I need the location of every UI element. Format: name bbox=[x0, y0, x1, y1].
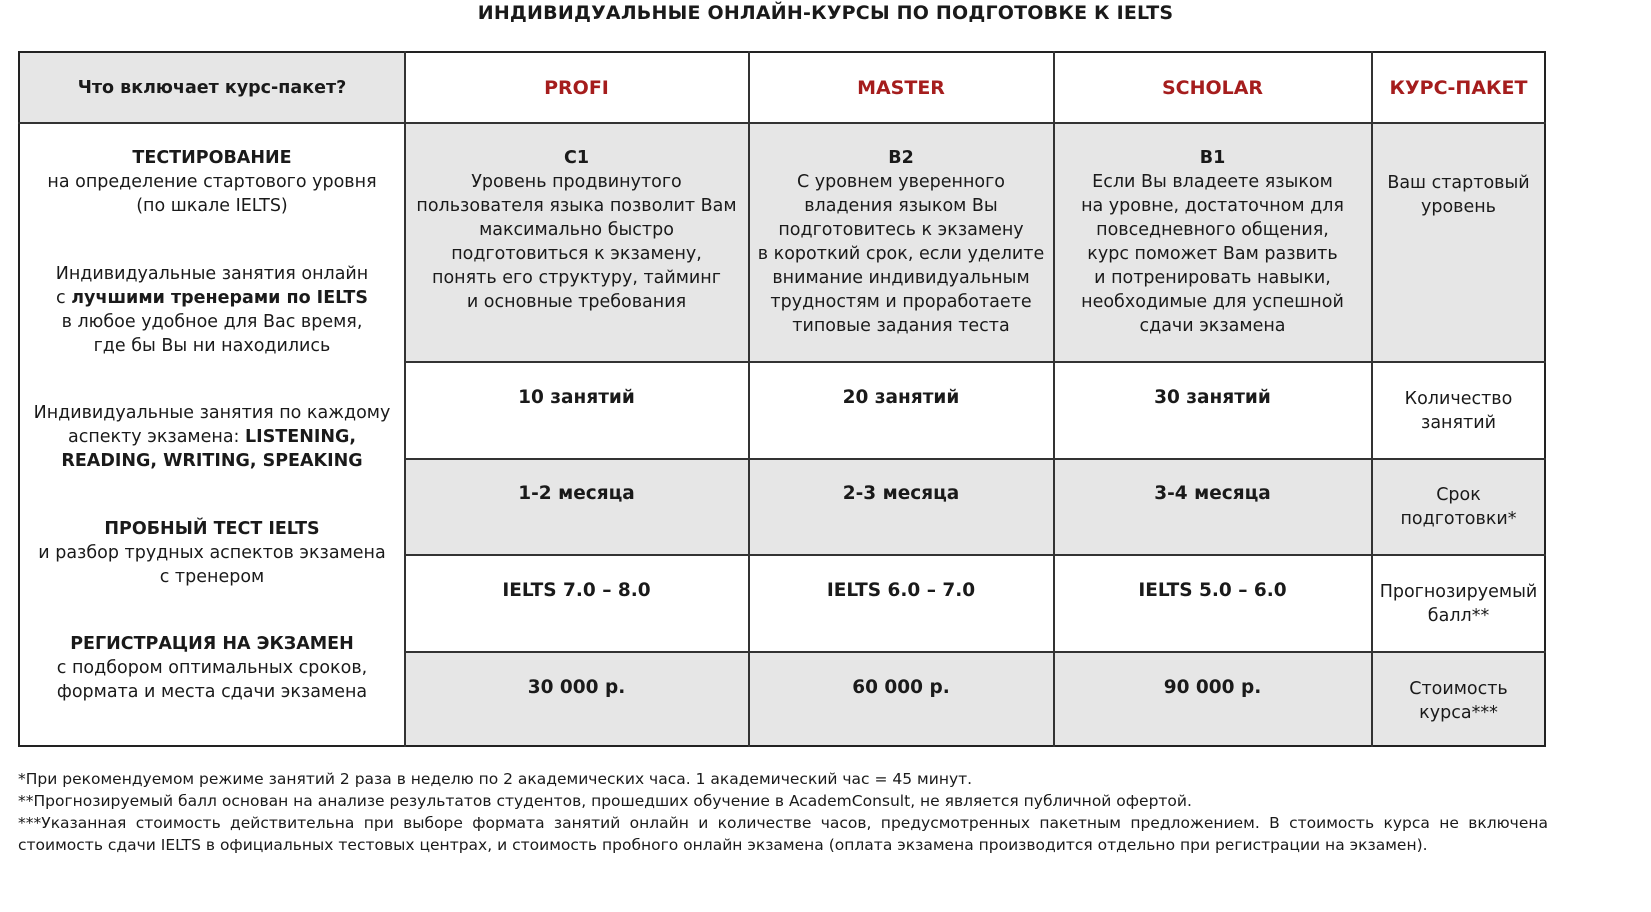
level-line: трудностям и проработаете bbox=[770, 292, 1032, 312]
individual-line: в любое удобное для Вас время, bbox=[61, 312, 363, 332]
level-code: C1 bbox=[563, 148, 590, 168]
includes-testing bbox=[19, 146, 405, 218]
header-plan-master bbox=[749, 52, 1053, 123]
level-line: курс поможет Вам развить bbox=[1087, 244, 1338, 264]
level-line: С уровнем уверенного bbox=[796, 172, 1006, 192]
footnote: **Прогнозируемый балл основан на анализе результатов студентов, прошедших обучение в AcademConsult, не является публичной офертой. bbox=[18, 792, 1192, 810]
label-line: Прогнозируемый bbox=[1379, 582, 1538, 602]
level-line: подготовиться к экзамену, bbox=[451, 244, 702, 264]
testing-title: ТЕСТИРОВАНИЕ bbox=[132, 148, 292, 168]
page-title: ИНДИВИДУАЛЬНЫЕ ОНЛАЙН-КУРСЫ ПО ПОДГОТОВКЕ К IELTS bbox=[477, 2, 1174, 24]
level-profi bbox=[405, 146, 748, 314]
individual-prefix: с bbox=[56, 288, 72, 308]
price-label bbox=[1372, 677, 1545, 725]
price-master: 60 000 р. bbox=[852, 677, 950, 698]
level-line: Уровень продвинутого bbox=[471, 172, 682, 192]
level-line: владения языком Вы bbox=[804, 196, 998, 216]
row-divider bbox=[405, 651, 1546, 653]
label-line: балл bbox=[1427, 606, 1472, 626]
level-line: типовые задания теста bbox=[792, 316, 1010, 336]
aspects-line: Индивидуальные занятия по каждому bbox=[33, 403, 391, 423]
label-line: занятий bbox=[1421, 413, 1496, 433]
footnote: *При рекомендуемом режиме занятий 2 раза в неделю по 2 академических часа. 1 академический час = 45 минут. bbox=[18, 770, 973, 788]
individual-bold: лучшими тренерами по IELTS bbox=[71, 288, 368, 308]
plan-name: SCHOLAR bbox=[1161, 76, 1264, 99]
level-label-line: уровень bbox=[1420, 197, 1496, 217]
duration-scholar: 3-4 месяца bbox=[1154, 483, 1271, 504]
individual-line: где бы Вы ни находились bbox=[93, 336, 331, 356]
individual-line: Индивидуальные занятия онлайн bbox=[55, 264, 369, 284]
score-scholar: IELTS 5.0 – 6.0 bbox=[1138, 580, 1287, 601]
footnotes bbox=[18, 768, 1548, 856]
plan-name: PROFI bbox=[544, 76, 609, 99]
registration-line: с подбором оптимальных сроков, bbox=[56, 658, 368, 678]
level-master bbox=[749, 146, 1053, 338]
score-profi: IELTS 7.0 – 8.0 bbox=[502, 580, 651, 601]
price-scholar: 90 000 р. bbox=[1163, 677, 1262, 698]
duration-label bbox=[1372, 483, 1545, 531]
trial-line: и разбор трудных аспектов экзамена bbox=[38, 543, 386, 563]
header-plan-scholar bbox=[1054, 52, 1371, 123]
testing-line: на определение стартового уровня bbox=[47, 172, 377, 192]
registration-title: РЕГИСТРАЦИЯ НА ЭКЗАМЕН bbox=[70, 634, 354, 654]
duration-profi: 1-2 месяца bbox=[518, 483, 635, 504]
label-line: Срок bbox=[1436, 485, 1481, 505]
testing-line: (по шкале IELTS) bbox=[136, 196, 288, 216]
level-line: подготовитесь к экзамену bbox=[778, 220, 1024, 240]
level-line: максимально быстро bbox=[479, 220, 674, 240]
score-label bbox=[1372, 580, 1545, 628]
header-question bbox=[19, 52, 405, 123]
aspects-prefix: аспекту экзамена: bbox=[67, 427, 246, 447]
header-plan-profi bbox=[405, 52, 748, 123]
footnote-mark: *** bbox=[1471, 703, 1498, 723]
column-title: КУРС-ПАКЕТ bbox=[1389, 76, 1528, 99]
trial-line: с тренером bbox=[159, 567, 265, 587]
registration-line: формата и места сдачи экзамена bbox=[56, 682, 368, 702]
aspects-bold: LISTENING, bbox=[245, 427, 357, 447]
label-line: Стоимость bbox=[1409, 679, 1508, 699]
footnote: ***Указанная стоимость действительна при выборе формата занятий онлайн и количестве часов, предусмотренных пакетным предложением. В стоимость курса не включена стоимость сдачи IELTS в официальных тестовых центрах, и стоимость пробного онлайн экзамена (оплата экзамена производится отдельно при регистрации на экзамен). bbox=[18, 814, 1548, 854]
includes-aspects bbox=[19, 401, 405, 473]
aspects-bold-line: READING, WRITING, SPEAKING bbox=[61, 451, 363, 471]
level-line: на уровне, достаточном для bbox=[1081, 196, 1344, 216]
level-line: сдачи экзамена bbox=[1139, 316, 1286, 336]
level-line: Если Вы владеете языком bbox=[1092, 172, 1333, 192]
lessons-scholar: 30 занятий bbox=[1154, 387, 1271, 408]
price-profi: 30 000 р. bbox=[527, 677, 626, 698]
label-line: курса bbox=[1419, 703, 1472, 723]
includes-trial-test bbox=[19, 517, 405, 589]
label-line: подготовки bbox=[1400, 509, 1508, 529]
includes-individual bbox=[19, 262, 405, 358]
level-line: внимание индивидуальным bbox=[772, 268, 1030, 288]
level-label-line: Ваш стартовый bbox=[1387, 173, 1530, 193]
header-question-text: Что включает курс-пакет? bbox=[77, 77, 347, 98]
row-divider bbox=[405, 361, 1546, 363]
lessons-profi: 10 занятий bbox=[518, 387, 635, 408]
level-line: понять его структуру, тайминг bbox=[432, 268, 721, 288]
lessons-master: 20 занятий bbox=[842, 387, 960, 408]
duration-master: 2-3 месяца bbox=[842, 483, 960, 504]
header-course-package bbox=[1372, 52, 1545, 123]
includes-registration bbox=[19, 632, 405, 704]
level-line: в короткий срок, если уделите bbox=[757, 244, 1045, 264]
level-line: и основные требования bbox=[466, 292, 687, 312]
row-divider bbox=[405, 458, 1546, 460]
level-code: B1 bbox=[1199, 148, 1226, 168]
footnote-mark: * bbox=[1507, 509, 1517, 529]
lessons-label bbox=[1372, 387, 1545, 435]
trial-title: ПРОБНЫЙ ТЕСТ IELTS bbox=[104, 519, 320, 539]
score-master: IELTS 6.0 – 7.0 bbox=[826, 580, 976, 601]
level-label bbox=[1372, 171, 1545, 219]
row-divider bbox=[405, 554, 1546, 556]
level-line: повседневного общения, bbox=[1096, 220, 1329, 240]
level-line: и потренировать навыки, bbox=[1094, 268, 1331, 288]
plan-name: MASTER bbox=[857, 76, 945, 99]
level-scholar bbox=[1054, 146, 1371, 338]
level-code: B2 bbox=[888, 148, 914, 168]
level-line: пользователя языка позволит Вам bbox=[416, 196, 737, 216]
level-line: необходимые для успешной bbox=[1081, 292, 1344, 312]
label-line: Количество bbox=[1404, 389, 1513, 409]
footnote-mark: ** bbox=[1471, 606, 1490, 626]
